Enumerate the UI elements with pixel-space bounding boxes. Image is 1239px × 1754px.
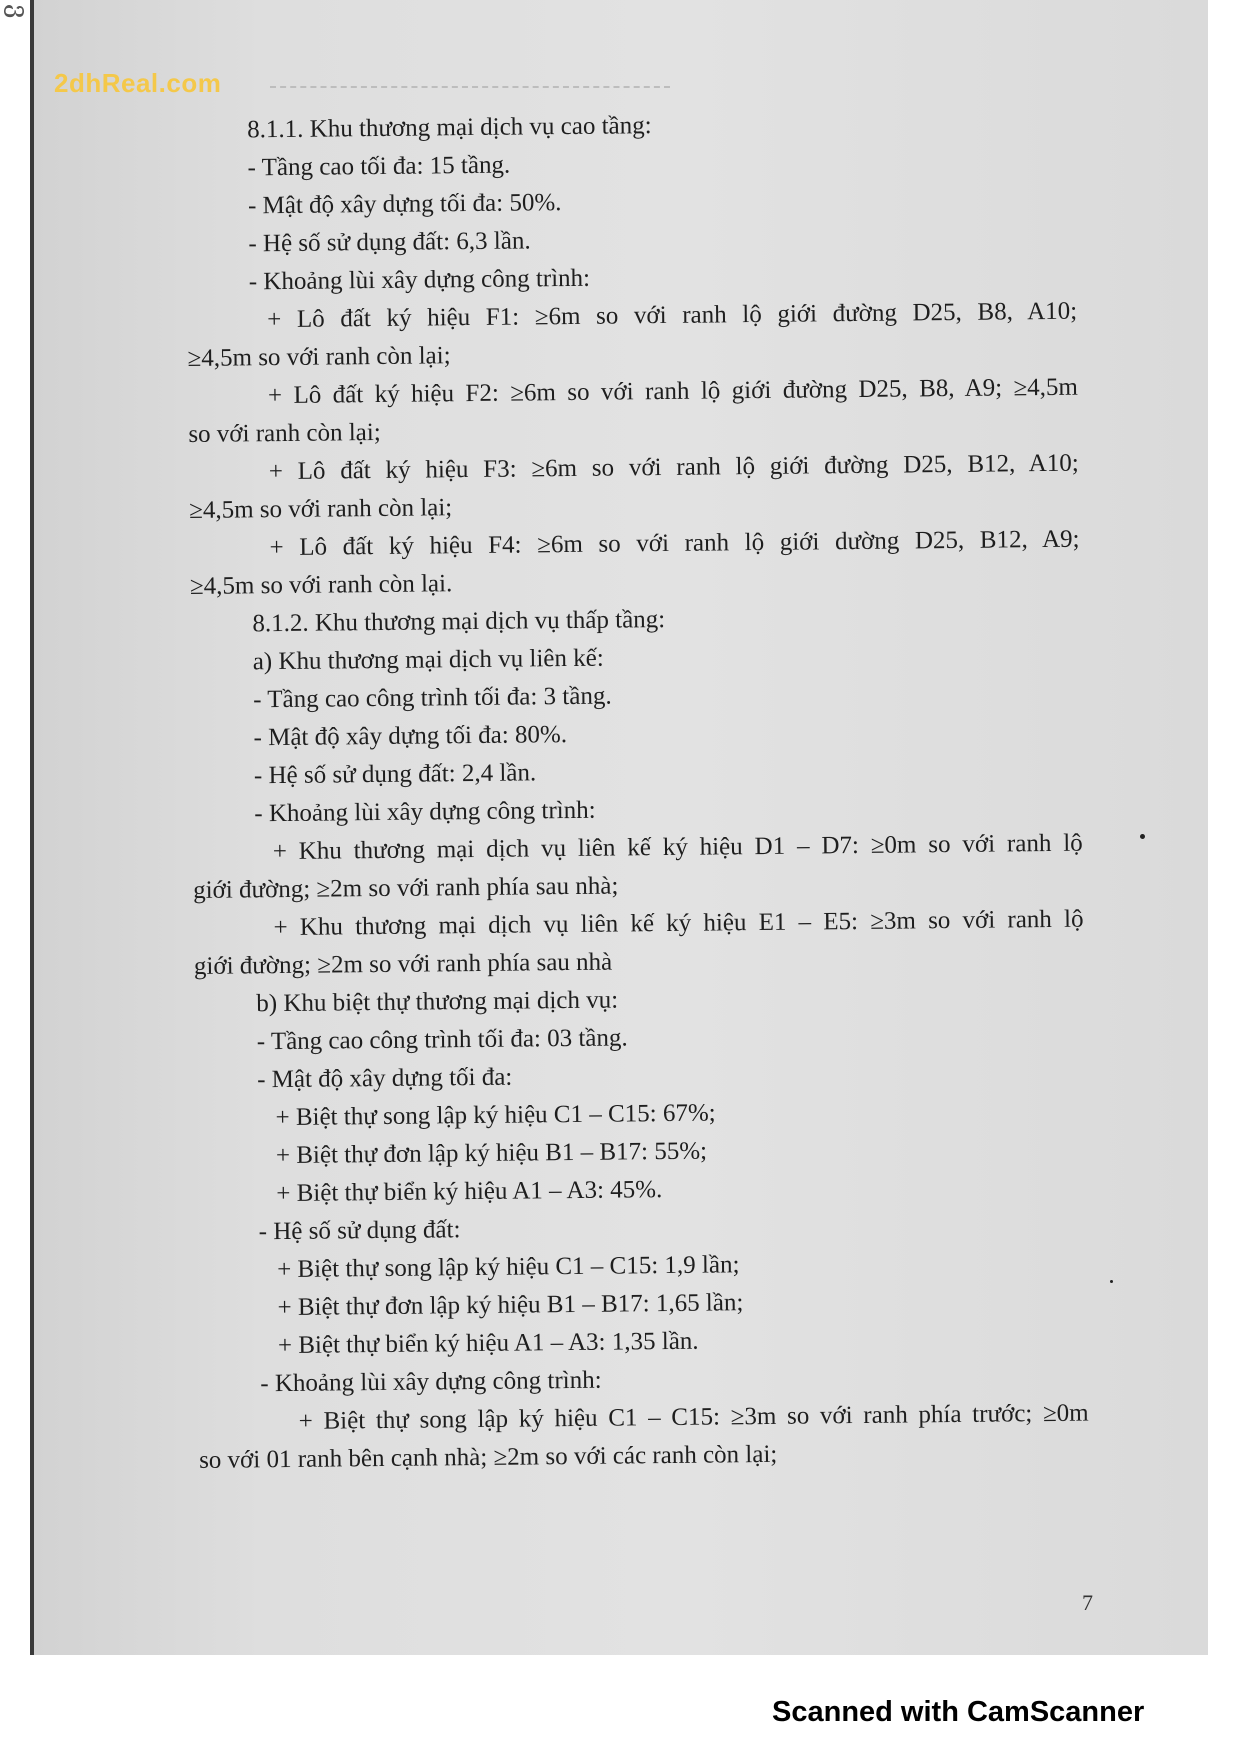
section-heading-8-1-1: 8.1.1. Khu thương mại dịch vụ cao tầng:	[247, 112, 652, 144]
text-line: + Khu thương mại dịch vụ liên kế ký hiệu D1 – D7: ≥0m so với ranh lộ	[272, 829, 1083, 866]
speck	[1140, 834, 1145, 839]
text-line: + Lô đất ký hiệu F2: ≥6m so với ranh lộ giới đường D25, B8, A9; ≥4,5m	[267, 373, 1079, 410]
text-line: + Biệt thự biển ký hiệu A1 – A3: 45%.	[276, 1176, 663, 1208]
text-line: so với 01 ranh bên cạnh nhà; ≥2m so với các ranh còn lại;	[198, 1440, 778, 1474]
text-line: - Hệ số sử dụng đất: 2,4 lần.	[253, 759, 537, 790]
text-line: - Khoảng lùi xây dựng công trình:	[260, 1366, 602, 1398]
text-line: so với ranh còn lại;	[188, 418, 381, 448]
subheading-b: b) Khu biệt thự thương mại dịch vụ:	[256, 986, 619, 1018]
text-line: + Biệt thự biển ký hiệu A1 – A3: 1,35 lần.	[277, 1327, 699, 1360]
page-number: 7	[1082, 1590, 1093, 1615]
text-line: + Biệt thự đơn lập ký hiệu B1 – B17: 55%;	[275, 1137, 708, 1170]
text-line: + Biệt thự song lập ký hiệu C1 – C15: 1,9 lần;	[276, 1251, 740, 1284]
faint-header-line	[270, 86, 670, 88]
text-line: - Hệ số sử dụng đất:	[258, 1216, 461, 1246]
page-edge-shadow	[30, 0, 34, 1655]
text-line: - Hệ số sử dụng đất: 6,3 lần.	[248, 227, 531, 258]
scanner-footer: Scanned with CamScanner	[772, 1696, 1145, 1728]
text-line: - Khoảng lùi xây dựng công trình:	[248, 264, 591, 296]
text-line: - Mật độ xây dựng tối đa: 80%.	[253, 721, 568, 752]
speck	[1110, 1280, 1113, 1283]
subheading-a: a) Khu thương mại dịch vụ liên kế:	[252, 644, 604, 676]
section-heading-8-1-2: 8.1.2. Khu thương mại dịch vụ thấp tầng:	[252, 606, 666, 638]
text-line: + Biệt thự song lập ký hiệu C1 – C15: 67%;	[275, 1099, 716, 1132]
text-line: - Tầng cao tối đa: 15 tầng.	[247, 151, 511, 182]
text-line: + Lô đất ký hiệu F4: ≥6m so với ranh lộ giới dường D25, B12, A9;	[269, 525, 1080, 562]
text-line: - Khoảng lùi xây dựng công trình:	[254, 796, 596, 828]
text-line: ≥4,5m so với ranh còn lại;	[189, 494, 453, 524]
text-line: giới đường; ≥2m so với ranh phía sau nhà	[193, 948, 613, 980]
text-line: - Mật độ xây dựng tối đa: 50%.	[247, 189, 562, 220]
text-line: - Mật độ xây dựng tối đa:	[256, 1063, 513, 1094]
text-line: ≥4,5m so với ranh còn lại;	[187, 342, 451, 372]
text-line: + Lô đất ký hiệu F3: ≥6m so với ranh lộ giới đường D25, B12, A10;	[268, 449, 1079, 486]
text-line: ≥4,5m so với ranh còn lại.	[189, 570, 453, 600]
text-line: - Tầng cao công trình tối đa: 3 tầng.	[253, 682, 612, 714]
document-body	[185, 103, 1089, 1480]
text-line: + Biệt thự đơn lập ký hiệu B1 – B17: 1,65 lần;	[277, 1289, 744, 1322]
text-line: + Khu thương mại dịch vụ liên kế ký hiệu E1 – E5: ≥3m so với ranh lộ	[273, 905, 1084, 942]
text-line: + Lô đất ký hiệu F1: ≥6m so với ranh lộ giới đường D25, B8, A10;	[267, 297, 1078, 334]
watermark: 2dhReal.com	[54, 68, 222, 98]
edge-mark: ვ	[4, 4, 33, 19]
text-line: giới đường; ≥2m so với ranh phía sau nhà;	[193, 872, 619, 904]
text-line: + Biệt thự song lập ký hiệu C1 – C15: ≥3m so với ranh phía trước; ≥0m	[298, 1399, 1089, 1435]
text-line: - Tầng cao công trình tối đa: 03 tầng.	[256, 1024, 628, 1056]
